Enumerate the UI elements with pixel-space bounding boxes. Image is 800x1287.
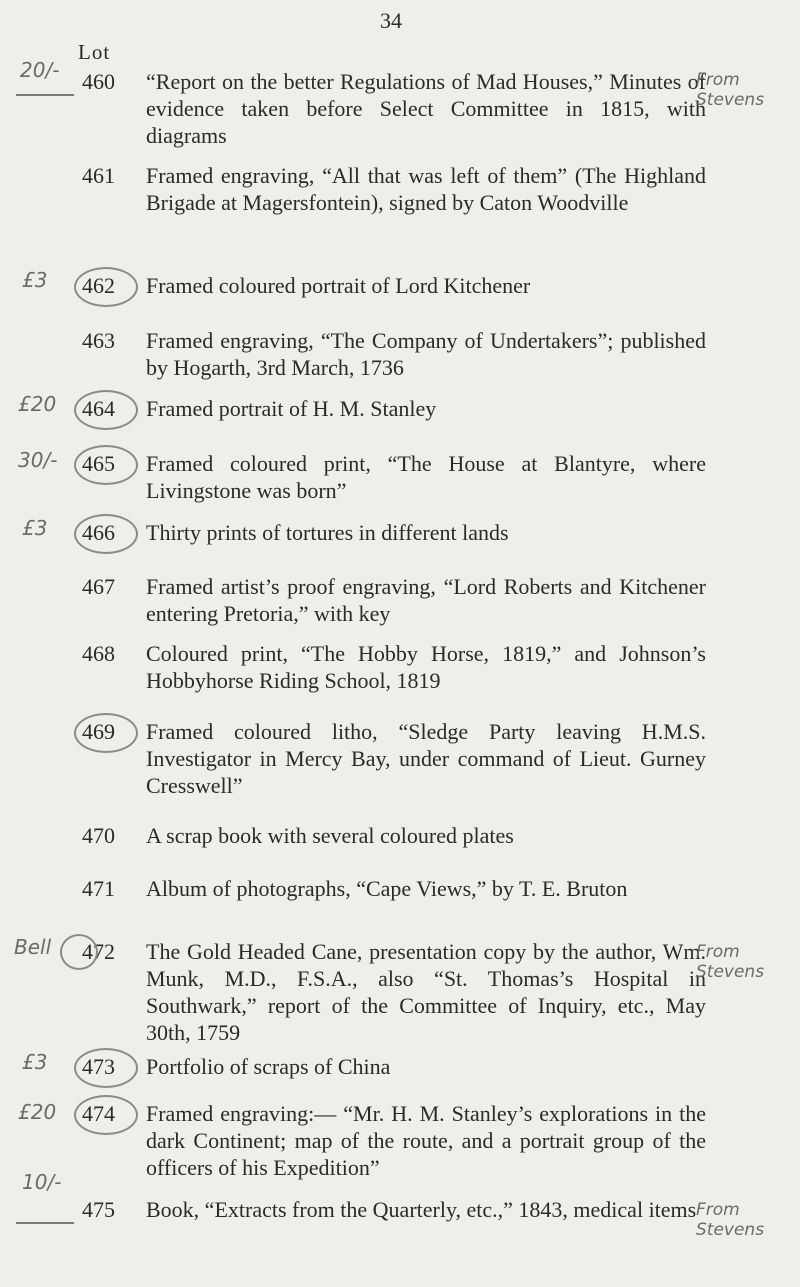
price-note-474: £20 bbox=[18, 1100, 57, 1124]
page-number: 34 bbox=[380, 8, 402, 33]
lot-entry bbox=[82, 395, 706, 422]
lot-entry bbox=[82, 938, 706, 1046]
lot-circle-mark bbox=[74, 713, 138, 753]
lot-entry bbox=[82, 450, 706, 504]
lot-number: 466 bbox=[82, 520, 115, 545]
lot-entry bbox=[82, 272, 706, 299]
price-note-473: £3 bbox=[22, 1050, 48, 1074]
price-note-460: 20/- bbox=[20, 58, 60, 82]
underline-mark bbox=[16, 94, 74, 96]
lot-number: 463 bbox=[82, 328, 115, 353]
source-note-472: From Stevens bbox=[696, 942, 765, 982]
lot-description: Book, “Extracts from the Quarterly, etc.,” 1843, medical items bbox=[146, 1197, 697, 1222]
price-note-464: £20 bbox=[18, 392, 57, 416]
lot-description: Album of photographs, “Cape Views,” by T. E. Bruton bbox=[146, 876, 628, 901]
lot-number: 472 bbox=[82, 939, 115, 964]
lot-description: Framed portrait of H. M. Stanley bbox=[146, 396, 437, 421]
lot-entry bbox=[82, 162, 706, 216]
underline-mark bbox=[16, 1222, 74, 1224]
lot-number: 471 bbox=[82, 876, 115, 901]
lot-circle-mark bbox=[74, 514, 138, 554]
lot-number: 468 bbox=[82, 641, 115, 666]
lot-circle-mark bbox=[74, 1095, 138, 1135]
lot-entry bbox=[82, 1100, 706, 1181]
source-note-460: From Stevens bbox=[696, 70, 765, 110]
lot-description: A scrap book with several coloured plates bbox=[146, 823, 514, 848]
lot-number: 469 bbox=[82, 719, 115, 744]
lot-number: 474 bbox=[82, 1101, 115, 1126]
lot-circle-mark bbox=[74, 267, 138, 307]
lot-circle-mark bbox=[74, 390, 138, 430]
lot-entry bbox=[82, 875, 706, 902]
lot-number: 473 bbox=[82, 1054, 115, 1079]
lot-entry bbox=[82, 573, 706, 627]
lot-description: The Gold Headed Cane, presentation copy by the author, Wm. Munk, M.D., F.S.A., also “St. Thomas’s Hospital in Southwark,” report of the Committee of Inquiry, etc., May 30th, 1759 bbox=[146, 939, 706, 1045]
lot-description: Framed engraving:— “Mr. H. M. Stanley’s explorations in the dark Continent; map of the route, and a portrait group of the officers of his Expedition” bbox=[146, 1101, 706, 1180]
lot-circle-mark bbox=[60, 934, 98, 970]
lot-number: 460 bbox=[82, 69, 115, 94]
lot-entry bbox=[82, 718, 706, 799]
source-note-475: From Stevens bbox=[696, 1200, 765, 1240]
lot-description: Framed coloured litho, “Sledge Party leaving H.M.S. Investigator in Mercy Bay, under command of Lieut. Gurney Cresswell” bbox=[146, 719, 706, 798]
lot-circle-mark bbox=[74, 445, 138, 485]
lot-entry bbox=[82, 640, 706, 694]
lot-circle-mark bbox=[74, 1048, 138, 1088]
lot-description: “Report on the better Regulations of Mad Houses,” Minutes of evidence taken before Select Committee in 1815, with diagrams bbox=[146, 69, 706, 148]
lot-description: Framed engraving, “The Company of Undertakers”; published by Hogarth, 3rd March, 1736 bbox=[146, 328, 706, 380]
lot-entry bbox=[82, 519, 706, 546]
lot-number: 464 bbox=[82, 396, 115, 421]
price-note-475: 10/- bbox=[22, 1170, 62, 1194]
lot-description: Framed coloured print, “The House at Blantyre, where Livingstone was born” bbox=[146, 451, 706, 503]
lot-entry bbox=[82, 822, 706, 849]
lot-description: Thirty prints of tortures in different lands bbox=[146, 520, 509, 545]
lot-description: Framed artist’s proof engraving, “Lord Roberts and Kitchener entering Pretoria,” with key bbox=[146, 574, 706, 626]
lot-number: 462 bbox=[82, 273, 115, 298]
price-note-466: £3 bbox=[22, 516, 48, 540]
lot-number: 475 bbox=[82, 1197, 115, 1222]
lot-entry bbox=[82, 1053, 706, 1080]
lot-entry bbox=[82, 1196, 706, 1223]
buyer-note-472: Bell bbox=[14, 935, 52, 959]
lot-description: Portfolio of scraps of China bbox=[146, 1054, 391, 1079]
price-note-462: £3 bbox=[22, 268, 48, 292]
lot-entry bbox=[82, 68, 706, 149]
lot-description: Framed engraving, “All that was left of them” (The Highland Brigade at Magersfontein), signed by Caton Woodville bbox=[146, 163, 706, 215]
lot-description: Framed coloured portrait of Lord Kitchener bbox=[146, 273, 531, 298]
lot-number: 465 bbox=[82, 451, 115, 476]
lot-number: 467 bbox=[82, 574, 115, 599]
lot-entry bbox=[82, 327, 706, 381]
lot-number: 461 bbox=[82, 163, 115, 188]
lot-column-heading: Lot bbox=[78, 40, 111, 64]
lot-number: 470 bbox=[82, 823, 115, 848]
lot-description: Coloured print, “The Hobby Horse, 1819,” and Johnson’s Hobbyhorse Riding School, 1819 bbox=[146, 641, 706, 693]
price-note-465: 30/- bbox=[18, 448, 58, 472]
